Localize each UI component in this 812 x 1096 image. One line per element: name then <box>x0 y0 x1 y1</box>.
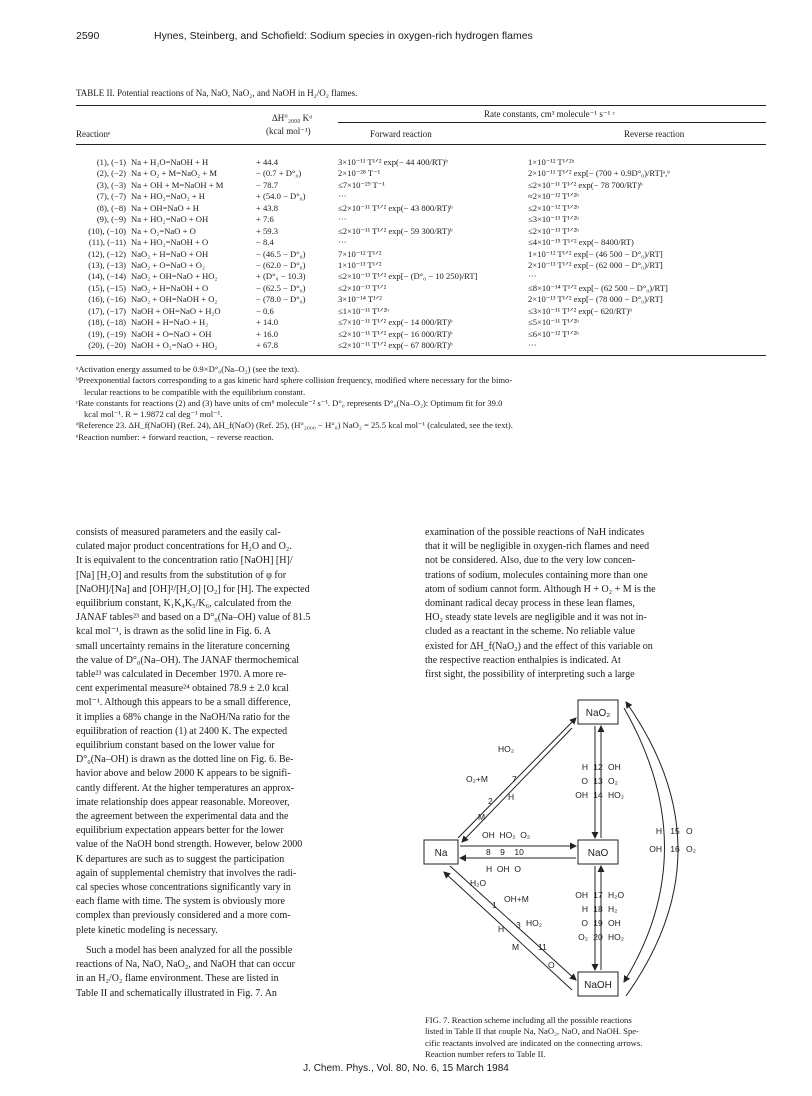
reaction-number: (14), (−14) <box>88 271 126 282</box>
reverse-rate: ··· <box>528 340 537 350</box>
body-text-line: It is equivalent to the concentration ratio [NaOH] [H]/ <box>76 555 293 567</box>
na-naoh-m: M <box>512 942 520 952</box>
forward-rate: ≤2×10⁻¹³ T¹ᐟ² <box>338 282 387 293</box>
na-naoh-n1: 1 <box>492 900 497 910</box>
reaction-equation: NaO₂ + OH=NaOH + O₂ <box>131 294 218 305</box>
reverse-rate: ≤4×10⁻¹⁵ T¹ᐟ² exp(− 8400/RT) <box>528 237 634 248</box>
reaction-equation: Na + H₂O=NaOH + H <box>131 157 209 167</box>
table-row <box>76 317 766 328</box>
table-row <box>76 294 766 305</box>
arrow-label: O <box>686 826 693 836</box>
arrow-label: 17 <box>593 890 603 900</box>
table-caption: TABLE II. Potential reactions of Na, NaO, NaO₂, and NaOH in H₂/O₂ flames. <box>76 88 358 98</box>
body-text-line: table²³ was calculated in December 1970. A more re- <box>76 669 287 681</box>
reverse-rate: ≤2×10⁻¹¹ T¹ᐟ² exp(− 78 700/RT)ᵇ <box>528 179 643 190</box>
reaction-equation: NaOH + OH=NaO + H₂O <box>131 305 221 316</box>
reaction-number: (16), (−16) <box>88 294 126 305</box>
na-nao2-bot: H <box>508 792 515 802</box>
nao-naoh-labels <box>575 890 624 942</box>
reverse-rate: 1×10⁻¹² T¹ᐟ² exp[− (46 500 − D°₀)/RT] <box>528 248 663 259</box>
forward-rate: ≤2×10⁻¹¹ T¹ᐟ² exp(− 67 800/RT)ᵇ <box>338 340 453 350</box>
arrow-label: 15 <box>670 826 680 836</box>
table-row <box>76 237 766 248</box>
reaction-number: (9), (−9) <box>96 214 126 225</box>
arrow-label: H <box>581 762 588 772</box>
reaction-equation: Na + HO₂=NaO + OH <box>131 214 209 225</box>
running-title: Hynes, Steinberg, and Schofield: Sodium species in oxygen-rich hydrogen flames <box>154 30 533 42</box>
reverse-rate: ≈2×10⁻¹² T¹ᐟ²ᵇ <box>528 191 579 202</box>
body-text-line: the value of D°₀(Na–OH). The JANAF thermochemical <box>76 654 300 666</box>
body-text-line: equilibration of reaction (1) at 2400 K. The expected <box>76 725 288 737</box>
na-naoh-b: HO₂ <box>526 918 543 928</box>
body-text-line: the respective reaction enthalpies is indicated. At <box>425 654 621 666</box>
reaction-number: (1), (−1) <box>96 157 126 167</box>
reaction-enthalpy: + (D°₀ − 10.3) <box>256 271 306 282</box>
na-nao2-top: HO₂ <box>498 744 515 754</box>
body-text-line: [Na] [H₂O] and results from the substitution of φ for <box>76 569 287 581</box>
reaction-equation: Na + O₂ + M=NaO₂ + M <box>131 168 218 179</box>
reverse-rate: ≤5×10⁻¹¹ T¹ᐟ²ᵇ <box>528 317 579 328</box>
body-text-line: again of supplemental chemistry that involves the radi- <box>76 867 297 879</box>
reverse-rate: ≤2×10⁻¹³ T¹ᐟ²ᵇ <box>528 225 579 236</box>
reaction-equation: NaO₂ + OH=NaO + HO₂ <box>131 271 218 282</box>
left-column <box>76 526 406 938</box>
arrow-label: H <box>655 826 662 836</box>
reaction-number: (12), (−12) <box>88 248 126 259</box>
forward-rate: 7×10⁻¹² T¹ᐟ² <box>338 248 382 259</box>
body-text-line: consists of measured parameters and the easily cal- <box>76 527 281 538</box>
forward-rate: ≤2×10⁻¹¹ T¹ᐟ² exp(− 59 300/RT)ᵇ <box>338 225 453 236</box>
arrow-label: 19 <box>593 918 603 928</box>
arrow-label: H₂ <box>608 904 618 914</box>
table-row <box>76 271 766 282</box>
reaction-equation: NaOH + O=NaO + OH <box>131 328 212 339</box>
reaction-enthalpy: − 78.7 <box>256 179 279 190</box>
reaction-equation: NaO₂ + H=NaO + OH <box>131 248 209 259</box>
reaction-number: (3), (−3) <box>96 179 126 190</box>
nao2-label: NaO₂ <box>585 708 611 719</box>
reaction-enthalpy: + 14.0 <box>256 317 279 328</box>
body-text-line: complex than previously considered and a more com- <box>76 910 291 922</box>
body-text-line: each flame with time. The system is obviously more <box>76 896 285 908</box>
arrow-label: 20 <box>593 932 603 942</box>
reaction-number: (11), (−11) <box>88 237 126 248</box>
na-nao2-mid: O₂+M <box>466 774 488 784</box>
reaction-number: (8), (−8) <box>96 202 126 213</box>
reaction-number: (10), (−10) <box>88 225 126 236</box>
naoh-label: NaOH <box>584 980 612 991</box>
body-text-line: K departures are such as to suggest the participation <box>76 853 285 865</box>
na-nao2-n2: 2 <box>488 796 493 806</box>
reverse-rate: ≤6×10⁻¹² T¹ᐟ²ᵇ <box>528 328 579 339</box>
na-label: Na <box>434 848 448 859</box>
forward-rate: 2×10⁻²⁸ T⁻¹ <box>338 168 381 179</box>
body-text-line: cantly different. At the higher temperatures an approx- <box>76 782 295 794</box>
body-text-line: existed for ΔH_f(NaO₂) and the effect of this variable on <box>425 640 653 652</box>
body-text-line: reactions of Na, NaO, NaO₂, and NaOH that can occur <box>76 959 295 971</box>
page-footer: J. Chem. Phys., Vol. 80, No. 6, 15 March 1984 <box>303 1063 509 1074</box>
reaction-equation: NaO₂ + H=NaOH + O <box>131 282 209 293</box>
na-nao-bot: H OH O <box>486 864 521 874</box>
reaction-number: (7), (−7) <box>96 191 126 202</box>
table-row <box>76 340 766 351</box>
na-nao2-n1: 7 <box>512 774 517 784</box>
na-naoh-o: O <box>548 960 555 970</box>
table-row <box>76 180 766 191</box>
reaction-number: (18), (−18) <box>88 317 126 328</box>
footnote-line: ᵇPreexponential factors corresponding to a gas kinetic hard sphere collision frequency, modified where necessary for the bimo- <box>76 375 513 386</box>
arrow-label: H <box>581 904 588 914</box>
forward-rate: ≤7×10⁻¹¹ T¹ᐟ² exp(− 14 000/RT)ᵇ <box>338 317 453 328</box>
body-text-line: small uncertainty remains in the literature concerning <box>76 640 290 652</box>
body-text-line: plete kinetic modeling is necessary. <box>76 924 218 936</box>
body-text-line: mol⁻¹. Although this appears to be a small difference, <box>76 697 291 709</box>
body-text-line: it implies a 68% change in the NaOH/Na ratio for the <box>76 711 290 723</box>
reaction-enthalpy: − (46.5 − D°₀) <box>256 248 306 259</box>
na-nao-nums: 8 9 10 <box>486 847 524 857</box>
body-text-line: equilibrium constant, K₁K₄K₅/K₆, calculated from the <box>76 598 292 610</box>
na-naoh-a: OH+M <box>504 894 529 904</box>
body-text-line: not be considered. Also, due to the very low concen- <box>425 555 636 567</box>
body-text-line: havior above and below 2000 K appears to be signifi- <box>76 768 291 780</box>
forward-rate: ≤7×10⁻²⁹ T⁻¹ <box>338 179 385 190</box>
reaction-scheme-figure <box>400 690 780 1010</box>
reaction-enthalpy: − (0.7 + D°₀) <box>256 168 302 179</box>
footnote-line: ᵈReference 23. ΔH_f(NaOH) (Ref. 24), ΔH_f(NaO) (Ref. 25), (H°₂₀₀₀ − H°₀) NaO₂ = 25.5 kcal mol⁻¹ (calculated, see the text). <box>76 420 513 431</box>
reaction-enthalpy: + 67.8 <box>256 340 279 350</box>
reaction-enthalpy: − (78.0 − D°₀) <box>256 294 306 305</box>
body-text-line: examination of the possible reactions of NaH indicates <box>425 527 645 538</box>
running-header <box>76 30 766 46</box>
forward-rate: ≤1×10⁻¹¹ T¹ᐟ²ᵇ <box>338 305 389 316</box>
body-text-line: HO₂ steady state levels are negligible and it was not in- <box>425 612 647 624</box>
table-body <box>76 157 766 351</box>
reaction-header: Reactionᵉ <box>76 129 111 139</box>
reverse-rate: 1×10⁻¹² T¹ᐟ²ᵇ <box>528 157 575 167</box>
right-column <box>425 526 765 682</box>
arrow-label: 12 <box>593 762 603 772</box>
body-text-line: cluded as a reactant in the scheme. No reliable value <box>425 626 635 638</box>
reaction-number: (13), (−13) <box>88 259 126 270</box>
na-naoh-n2: 3 <box>516 920 521 930</box>
forward-rate: ≤2×10⁻¹¹ T¹ᐟ² exp(− 16 000/RT)ᵇ <box>338 328 453 339</box>
table-row <box>76 249 766 260</box>
forward-rate: ··· <box>338 214 347 225</box>
reaction-enthalpy: − (62.5 − D°₀) <box>256 282 306 293</box>
table-row <box>76 191 766 202</box>
table-row <box>76 168 766 179</box>
reaction-equation: NaOH + O₂=NaO + HO₂ <box>131 340 218 350</box>
table-row <box>76 203 766 214</box>
reaction-enthalpy: − 8.4 <box>256 237 274 248</box>
arrow-label: H₂O <box>608 890 625 900</box>
na-nao-top: OH HO₂ O₂ <box>482 830 531 840</box>
body-text-line: the agreement between the experimental data and the <box>76 811 289 823</box>
body-text-line: JANAF tables²³ and based on a D°₀(Na–OH) value of 81.5 <box>76 612 311 624</box>
body-text-line: atom of sodium cannot form. Although H + O₂ + M is the <box>425 583 656 595</box>
forward-header: Forward reaction <box>370 129 432 139</box>
arrow-label: O₂ <box>686 844 696 854</box>
reaction-equation: NaOH + H=NaO + H₂ <box>131 317 209 328</box>
reaction-enthalpy: + 43.8 <box>256 202 279 213</box>
reverse-rate: 2×10⁻¹³ T¹ᐟ² exp[− (78 000 − D°₀)/RT] <box>528 294 663 305</box>
reaction-equation: Na + OH=NaO + H <box>131 202 199 213</box>
body-text-line: cal species whose concentrations significantly vary in <box>76 882 291 894</box>
arrow-label: 14 <box>593 790 603 800</box>
table-row <box>76 306 766 317</box>
na-naoh-c: H <box>498 924 505 934</box>
body-text-line: first sight, the possibility of interpreting such a large <box>425 669 635 681</box>
reverse-rate: 2×10⁻¹¹ T¹ᐟ² exp[− (700 + 0.9D°₀)/RT]ᵃ,ᵇ <box>528 168 670 179</box>
forward-rate: 1×10⁻¹³ T¹ᐟ² <box>338 259 382 270</box>
arrow-label: OH <box>608 918 621 928</box>
arrow-label: 13 <box>593 776 603 786</box>
body-text-line: cent experimental measure²⁴ obtained 78.9 ± 2.0 kcal <box>76 683 289 695</box>
reverse-rate: 2×10⁻¹³ T¹ᐟ² exp[− (62 000 − D°₀)/RT] <box>528 259 663 270</box>
reaction-equation: Na + HO₂=NaO₂ + H <box>131 191 205 202</box>
forward-rate: ≤2×10⁻¹³ T¹ᐟ² exp[− (D°₀ − 10 250)/RT] <box>338 271 478 282</box>
reverse-rate: ··· <box>528 271 537 282</box>
reaction-enthalpy: + 7.6 <box>256 214 274 225</box>
body-text-line: trations of sodium, molecules containing more than one <box>425 569 648 581</box>
reaction-enthalpy: + 59.3 <box>256 225 279 236</box>
rate-group-header: Rate constants, cm³ molecule⁻¹ s⁻¹ ᶜ <box>484 109 615 119</box>
table-row <box>76 214 766 225</box>
reaction-number: (2), (−2) <box>96 168 126 179</box>
footnote-line: ᶜRate constants for reactions (2) and (3) have units of cm⁶ molecule⁻² s⁻¹. D°₀ represents D°₀(Na–O₂): Optimum fit for 39.0 <box>76 397 503 408</box>
footnote-line: kcal mol⁻¹. R = 1.9872 cal deg⁻¹ mol⁻¹. <box>84 409 223 420</box>
arrow-label: HO₂ <box>608 932 625 942</box>
na-naoh-n3: 11 <box>538 942 547 952</box>
reverse-header: Reverse reaction <box>624 129 685 139</box>
table-footnotes <box>76 364 766 443</box>
reaction-enthalpy: + 16.0 <box>256 328 279 339</box>
reverse-rate: ≤3×10⁻¹³ T¹ᐟ²ᵇ <box>528 214 579 225</box>
arrow-label: 16 <box>670 844 680 854</box>
body-text-line: D°₀(Na–OH) is drawn as the dotted line on Fig. 6. Be- <box>76 754 294 766</box>
reaction-equation: Na + OH + M=NaOH + M <box>131 179 224 190</box>
reaction-number: (19), (−19) <box>88 328 126 339</box>
reaction-number: (15), (−15) <box>88 282 126 293</box>
body-text-line: kcal mol⁻¹, is drawn as the solid line in Fig. 6. A <box>76 626 271 638</box>
arrow-label: OH <box>575 790 588 800</box>
na-naoh-top: H₂O <box>470 878 487 888</box>
reaction-equation: Na + HO₂=NaOH + O <box>131 237 209 248</box>
reaction-enthalpy: − 0.6 <box>256 305 274 316</box>
nao2-nao-labels <box>575 762 624 800</box>
enthalpy-header-2: (kcal mol⁻¹) <box>266 126 311 136</box>
body-text-line: in an H₂/O₂ flame environment. These are listed in <box>76 973 279 985</box>
reaction-number: (17), (−17) <box>88 305 126 316</box>
reverse-rate: ≤2×10⁻¹² T¹ᐟ²ᵇ <box>528 202 579 213</box>
forward-rate: ··· <box>338 191 347 202</box>
caption-line: cific reactants involved are indicated on the connecting arrows. <box>425 1037 643 1048</box>
footnote-line: ᵉReaction number: + forward reaction, − reverse reaction. <box>76 431 274 442</box>
reaction-enthalpy: + (54.0 − D°₀) <box>256 191 306 202</box>
na-nao2-m: M <box>478 812 486 822</box>
footnote-line: lecular reactions to be compatible with the equilibrium constant. <box>84 386 306 397</box>
body-text-line: value of the NaOH bond strength. However, below 2000 <box>76 839 303 851</box>
body-text-line: that it will be negligible in oxygen-rich flames and need <box>425 541 650 553</box>
reaction-equation: NaO₂ + O=NaO + O₂ <box>131 259 205 270</box>
forward-rate: 3×10⁻¹⁴ T¹ᐟ² <box>338 294 382 305</box>
reverse-rate: ≤8×10⁻¹⁴ T¹ᐟ² exp[− (62 500 − D°₀)/RT] <box>528 282 668 293</box>
arrow-label: O <box>581 918 588 928</box>
reaction-equation: Na + O₂=NaO + O <box>131 225 196 236</box>
footnote-line: ᵃActivation energy assumed to be 0.9×D°₀(Na–O₂) (see the text). <box>76 364 300 374</box>
forward-rate: 3×10⁻¹¹ T¹ᐟ² exp(− 44 400/RT)ᵇ <box>338 157 448 167</box>
body-text-line: [NaOH]/[Na] and [OH]²/[H₂O] [O₂] for [H]. The expected <box>76 583 310 595</box>
page-number: 2590 <box>76 30 100 42</box>
reaction-enthalpy: + 44.4 <box>256 157 279 167</box>
reaction-enthalpy: − (62.0 − D°₀) <box>256 259 306 270</box>
nao2-naoh-labels <box>649 826 696 854</box>
forward-rate: ··· <box>338 237 347 248</box>
arrow-label: 18 <box>593 904 603 914</box>
caption-line: Reaction number refers to Table II. <box>425 1048 546 1059</box>
body-text-line: Such a model has been analyzed for all the possible <box>86 945 293 956</box>
arrow-label: OH <box>608 762 621 772</box>
nao-label: NaO <box>587 848 609 859</box>
reaction-number: (20), (−20) <box>88 340 126 350</box>
table-row <box>76 226 766 237</box>
body-text-line: culated major product concentrations for H₂O and O₂. <box>76 541 292 553</box>
arrow-label: HO₂ <box>608 790 625 800</box>
arrow-label: O <box>581 776 588 786</box>
body-text-line: dominant radical decay process in these lean flames, <box>425 598 635 610</box>
arrow-label: O₂ <box>578 932 588 942</box>
body-text-line: equilibrium constant based on the lower value for <box>76 740 275 752</box>
left-column-para2 <box>76 944 406 1001</box>
figure-caption <box>425 1015 775 1060</box>
arrow-label: OH <box>649 844 662 854</box>
caption-line: FIG. 7. Reaction scheme including all the possible reactions <box>425 1015 632 1025</box>
caption-line: listed in Table II that couple Na, NaO₂, NaO, and NaOH. Spe- <box>425 1026 639 1037</box>
table-row <box>76 329 766 340</box>
body-text-line: Table II and schematically illustrated in Fig. 7. An <box>76 987 277 999</box>
arrow-label: OH <box>575 890 588 900</box>
table-row <box>76 157 766 168</box>
forward-rate: ≤2×10⁻¹¹ T¹ᐟ² exp(− 43 800/RT)ᵇ <box>338 202 453 213</box>
arrow-label: O₂ <box>608 776 618 786</box>
table-row <box>76 260 766 271</box>
body-text-line: equilibrium expectation appears better for the lower <box>76 825 284 837</box>
body-text-line: imate relationship does appear reasonable. Moreover, <box>76 796 290 808</box>
enthalpy-header-1: ΔH°₂₀₀₀ Kᵈ <box>272 113 312 123</box>
table-row <box>76 283 766 294</box>
reverse-rate: ≤3×10⁻¹¹ T¹ᐟ² exp(− 620/RT)ᵇ <box>528 305 632 316</box>
